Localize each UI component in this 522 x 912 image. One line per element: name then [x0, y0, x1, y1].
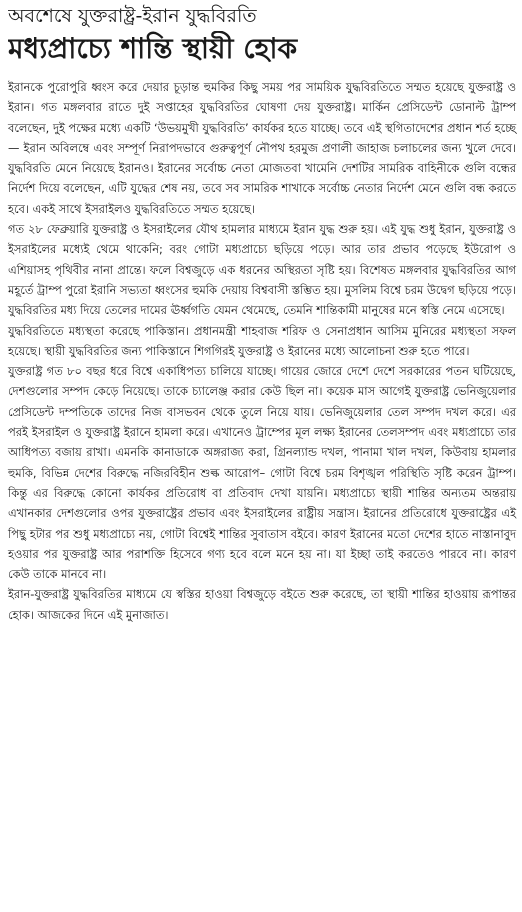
article-paragraph-1: ইরানকে পুরোপুরি ধ্বংস করে দেয়ার চূড়ান্ত হুমকির কিছু সময় পর সাময়িক যুদ্ধবিরতিতে সম্মত হয়েছে যুক্তরাষ্ট্র ও ইরান। গত মঙ্গলবার রাতে দুই সপ্তাহের যুদ্ধবিরতির ঘোষণা দেয় যুক্তরাষ্ট্র। মার্কিন প্রেসিডেন্ট ডোনাল্ট ট্রাম্প বলেছেন, দুই পক্ষের মধ্যে একটি ‘উভয়মুখী যুদ্ধবিরতি’ কার্যকর হতে যাচ্ছে। তবে এই স্থগিতাদেশের প্রধান শর্ত হচ্ছে— ইরান অবিলম্বে এবং সম্পূর্ণ নিরাপদভাবে গুরুত্বপূর্ণ নৌপথ হরমুজ প্রণালী জাহাজ চলাচলের জন্য খুলে দেবে। যুদ্ধবিরতি মেনে নিয়েছে ইরানও। ইরানের সর্বোচ্চ নেতা মোজতবা খামেনি দেশটির সামরিক বাহিনীকে গুলি বন্ধের নির্দেশ দিয়ে বলেছেন, এটি যুদ্ধের শেষ নয়, তবে সব সামরিক শাখাকে সর্বোচ্চ নেতার নির্দেশ মেনে গুলি বন্ধ করতে হবে। একই সাথে ইসরাইলও যুদ্ধবিরতিতে সম্মত হয়েছে।	[8, 80, 516, 216]
article-body	[8, 77, 516, 625]
article-paragraph-4: যুক্তরাষ্ট্র গত ৮০ বছর ধরে বিশ্বে একাধিপত্য চালিয়ে যাচ্ছে। গায়ের জোরে দেশে দেশে সরকারের পতন ঘটিয়েছে, দেশগুলোর সম্পদ কেড়ে নিয়েছে। তাকে চ্যালেঞ্জ করার কেউ ছিল না। কয়েক মাস আগেই যুক্তরাষ্ট্র ভেনিজুয়েলার প্রেসিডেন্ট দম্পতিকে তাদের নিজ বাসভবন থেকে তুলে নিয়ে যায়। ভেনিজুয়েলার তেল সম্পদ দখল করে। এর পরই ইসরাইল ও যুক্তরাষ্ট্র ইরানে হামলা করে। এখানেও ট্রাম্পের মূল লক্ষ্য ইরানের তেলসম্পদ এবং মধ্যপ্রাচ্যে তার আধিপত্য বজায় রাখা। এমনকি কানাডাকে অঙ্গরাজ্য করা, গ্রিনল্যান্ড দখল, পানামা খাল দখল, কিউবায় হামলার হুমকি, বিভিন্ন দেশের বিরুদ্ধে নজিরবিহীন শুল্ক আরোপ– গোটা বিশ্বে চরম বিশৃঙ্খল পরিস্থিতি সৃষ্টি করেন ট্রাম্প। কিন্তু এর বিরুদ্ধে কোনো কার্যকর প্রতিরোধ বা প্রতিবাদ দেখা যায়নি। মধ্যপ্রাচ্যে স্থায়ী শান্তির অন্যতম অন্তরায় এখানকার দেশগুলোর ওপর যুক্তরাষ্ট্রের প্রভাব এবং ইসরাইলের রাষ্ট্রীয় সন্ত্রাস। ইরানের প্রতিরোধে যুক্তরাষ্ট্রের এই পিছু হটার পর শুধু মধ্যপ্রাচ্যে নয়, গোটা বিশ্বেই শান্তির সুবাতাস বইবে। কারণ ইরানের মতো দেশের হাতে নাস্তানাবুদ হওয়ার পর যুক্তরাষ্ট্র আর পরাশক্তি হিসেবে গণ্য হবে বলে মনে হয় না। যা ইচ্ছা তাই করতেও পারবে না। কারণ কেউ তাকে মানবে না।	[8, 364, 516, 582]
article-paragraph-3: যুদ্ধবিরতিতে মধ্যস্থতা করেছে পাকিস্তান। প্রধানমন্ত্রী শাহবাজ শরিফ ও সেনাপ্রধান আসিম মুনিরের মধ্যস্থতা সফল হয়েছে। স্থায়ী যুদ্ধবিরতির জন্য পাকিস্তানে শিগগিরই যুক্তরাষ্ট্র ও ইরানের মধ্যে আলোচনা শুরু হতে পারে।	[8, 323, 516, 358]
article-paragraph-2: গত ২৮ ফেব্রুয়ারি যুক্তরাষ্ট্র ও ইসরাইলের যৌথ হামলার মাধ্যমে ইরান যুদ্ধ শুরু হয়। এই যুদ্ধ শুধু ইরান, যুক্তরাষ্ট্র ও ইসরাইলের মধ্যেই থেমে থাকেনি; বরং গোটা মধ্যপ্রাচ্যে ছড়িয়ে পড়ে। আর তার প্রভাব পড়েছে ইউরোপ ও এশিয়াসহ পৃথিবীর নানা প্রান্তে। ফলে বিশ্বজুড়ে এক ধরনের অস্থিরতা সৃষ্টি হয়। বিশেষত মঙ্গলবার যুদ্ধবিরতির আগ মহূর্তে ট্রাম্প পুরো ইরানি সভ্যতা ধ্বংসের হুমকি দেয়ায় বিশ্ববাসী স্তম্ভিত হয়। মুসলিম বিশ্বে চরম উদ্বেগ ছড়িয়ে পড়ে। যুদ্ধবিরতির মধ্য দিয়ে তেলের দামের ঊর্ধ্বগতি যেমন থেমেছে, তেমনি শান্তিকামী মানুষের মনে স্বস্তি নেমে এসেছে।	[8, 222, 516, 318]
article-headline: মধ্যপ্রাচ্যে শান্তি স্থায়ী হোক	[8, 32, 298, 65]
article-kicker: অবশেষে যুক্তরাষ্ট্র-ইরান যুদ্ধবিরতি	[8, 5, 257, 27]
article-paragraph-5: ইরান-যুক্তরাষ্ট্র যুদ্ধবিরতির মাধ্যমে যে স্বস্তির হাওয়া বিশ্বজুড়ে বইতে শুরু করেছে, তা স্থায়ী শান্তির হাওয়ায় রূপান্তর হোক। আজকের দিনে এই মুনাজাত।	[8, 587, 516, 622]
